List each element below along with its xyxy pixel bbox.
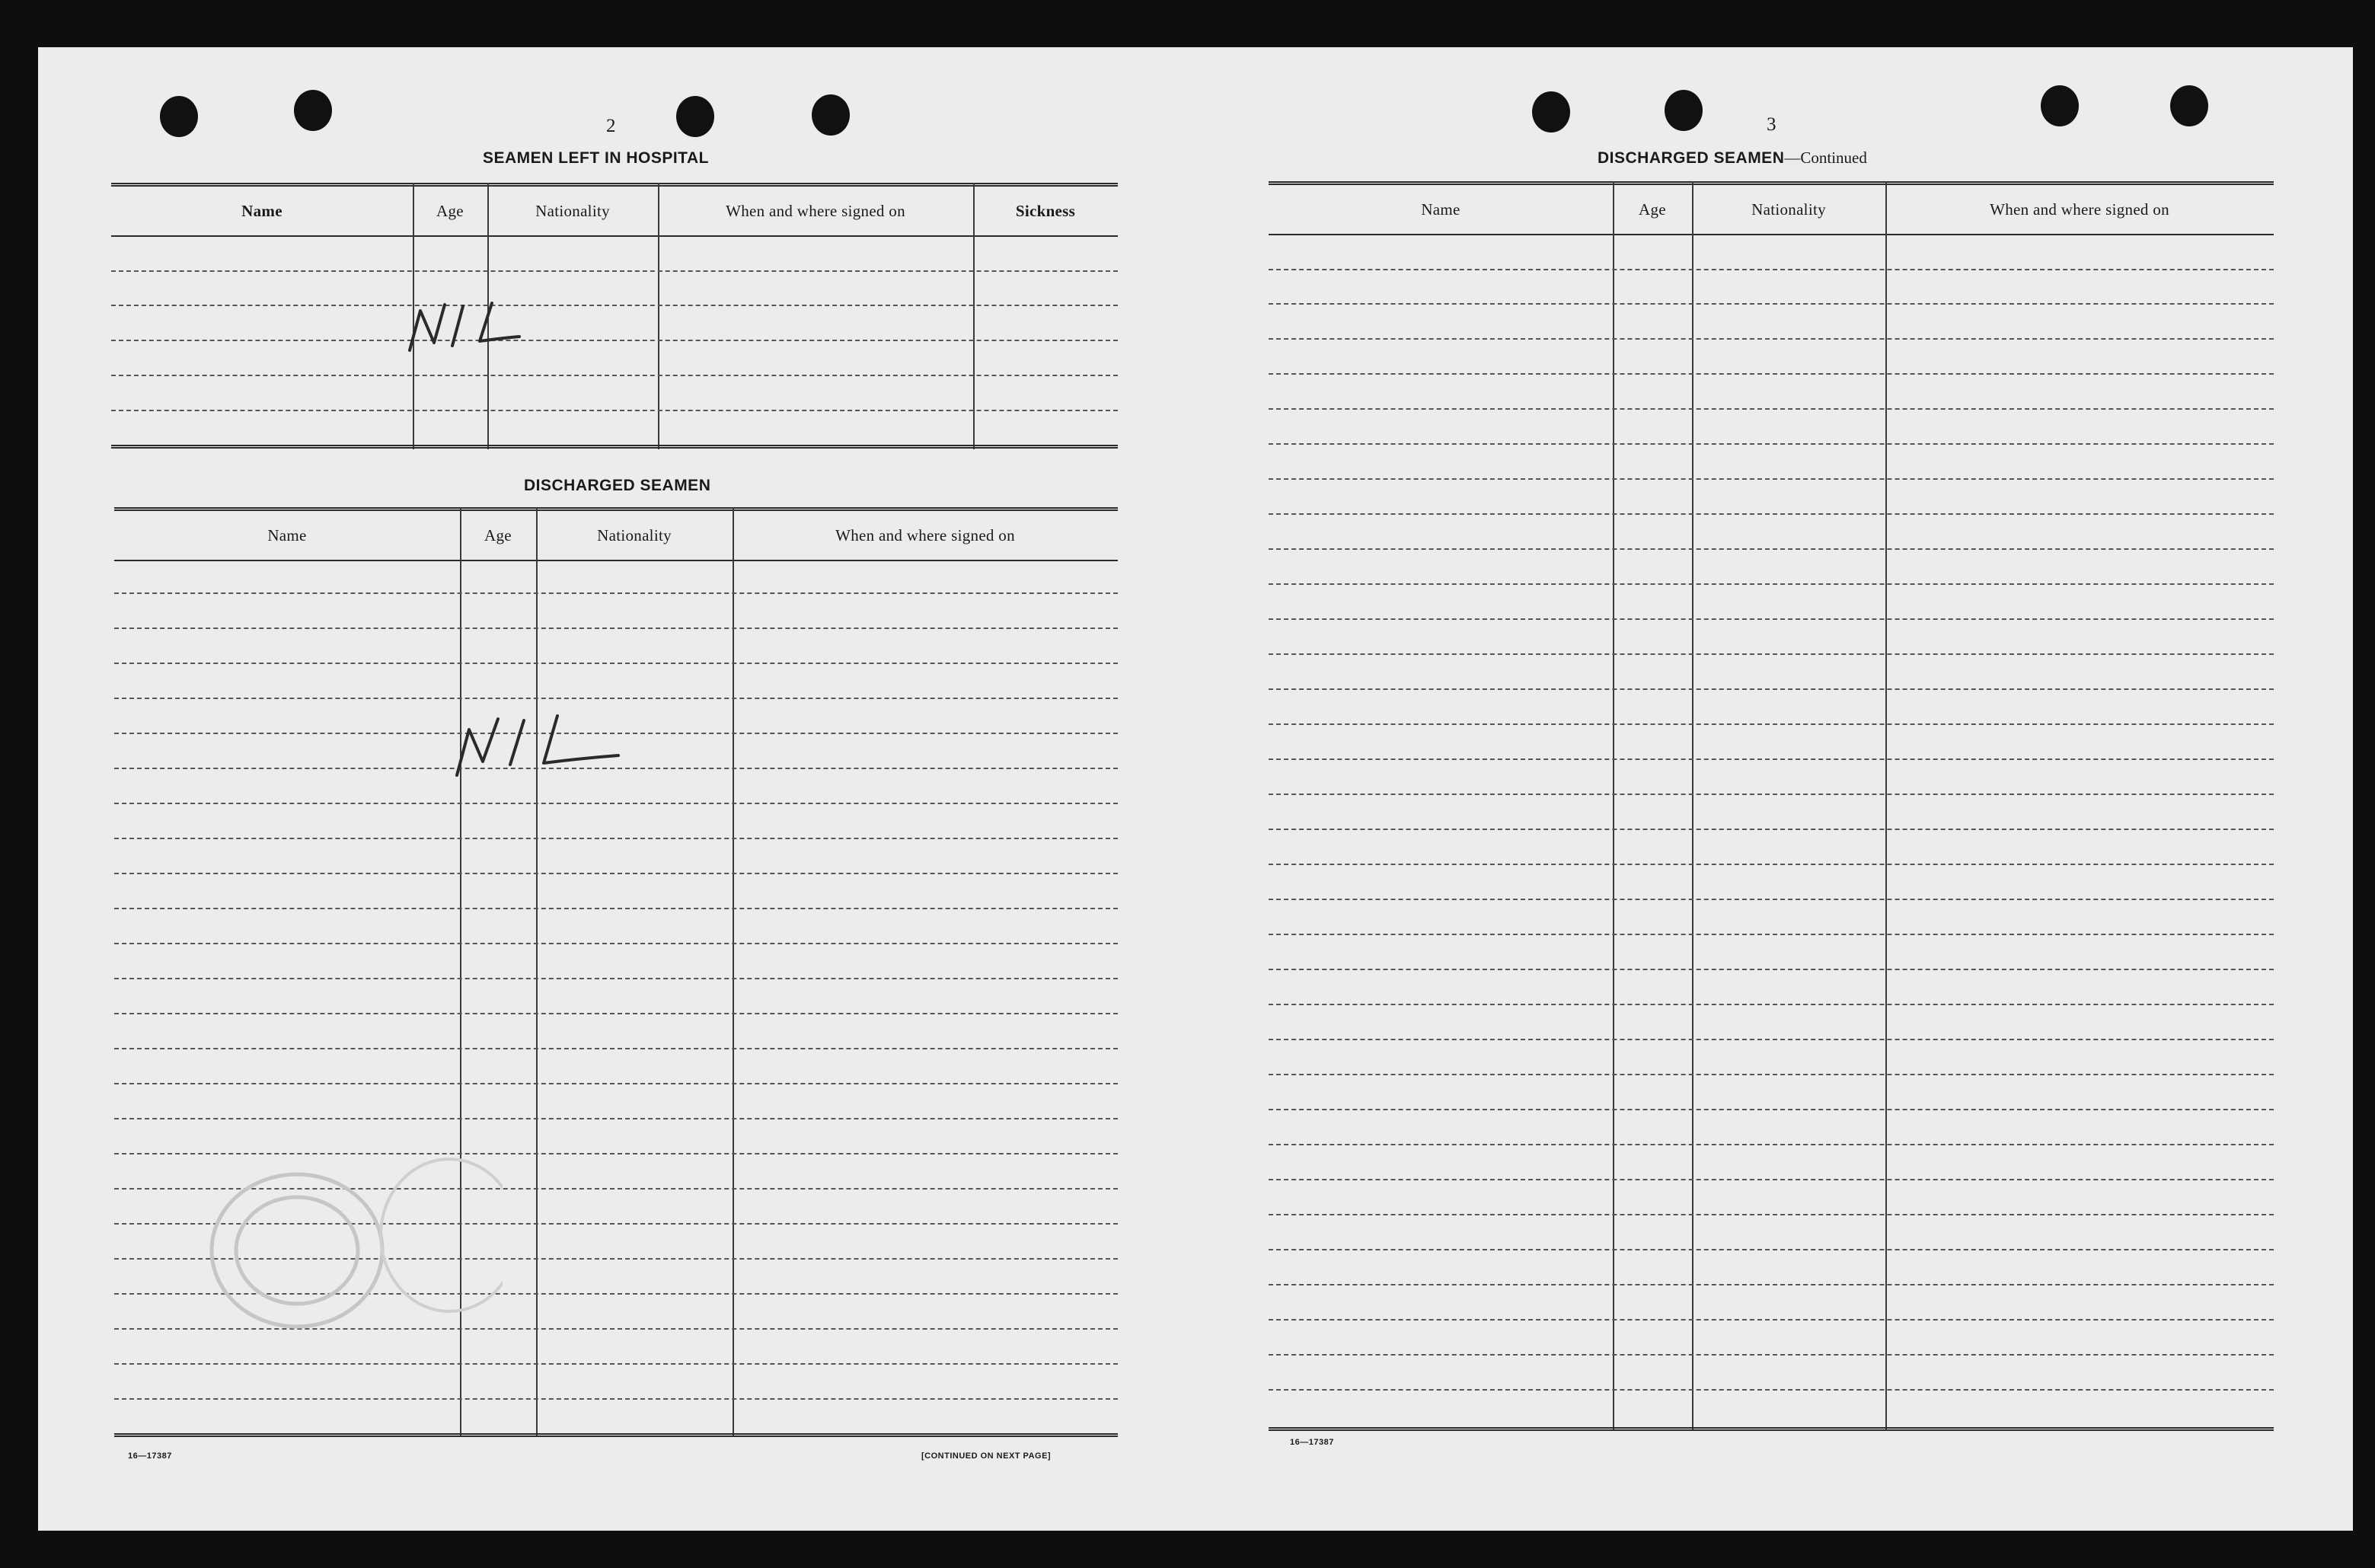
table-row-line bbox=[114, 592, 1118, 594]
table-row-line bbox=[1269, 1284, 2274, 1285]
form-number-left: 16—17387 bbox=[128, 1451, 172, 1461]
column-divider bbox=[1885, 181, 1887, 1430]
table-row-line bbox=[1269, 794, 2274, 795]
faded-stamp bbox=[198, 1136, 503, 1365]
table-row-line bbox=[1269, 1319, 2274, 1321]
discharged-continued-title-main: DISCHARGED SEAMEN bbox=[1598, 149, 1785, 167]
punch-hole bbox=[294, 90, 332, 131]
table-row-line bbox=[114, 628, 1118, 629]
faded-stamp-number bbox=[235, 845, 244, 882]
column-divider bbox=[1692, 181, 1693, 1430]
table-row-line bbox=[1269, 1249, 2274, 1250]
table-row-line bbox=[114, 698, 1118, 699]
table-row-line bbox=[1269, 899, 2274, 900]
discharged-continued-table bbox=[1269, 181, 2274, 1491]
table-row-line bbox=[1269, 443, 2274, 445]
table-row-line bbox=[1269, 1214, 2274, 1215]
table-row-line bbox=[114, 838, 1118, 839]
table-row-line bbox=[111, 340, 1118, 341]
table-row-line bbox=[1269, 269, 2274, 270]
handwritten-nil-hospital bbox=[404, 292, 586, 361]
table-row-line bbox=[111, 270, 1118, 272]
table-row-line bbox=[114, 1398, 1118, 1400]
table-row-line bbox=[1269, 969, 2274, 970]
table-bottom-rule bbox=[111, 445, 1118, 449]
table-row-line bbox=[114, 908, 1118, 909]
column-divider bbox=[1613, 181, 1614, 1430]
column-header-age: Age bbox=[436, 201, 464, 220]
table-row-line bbox=[1269, 408, 2274, 410]
column-header-signed-on: When and where signed on bbox=[835, 525, 1015, 544]
table-row-line bbox=[1269, 1144, 2274, 1145]
table-row-line bbox=[1269, 1179, 2274, 1180]
table-row-line bbox=[1269, 653, 2274, 655]
table-row-line bbox=[1269, 513, 2274, 515]
punch-hole bbox=[2041, 85, 2079, 126]
punch-hole bbox=[2170, 85, 2208, 126]
table-row-line bbox=[114, 1083, 1118, 1084]
table-row-line bbox=[1269, 758, 2274, 760]
column-header-name: Name bbox=[241, 201, 283, 220]
hospital-section-title: SEAMEN LEFT IN HOSPITAL bbox=[483, 149, 709, 167]
table-row-line bbox=[1269, 338, 2274, 340]
page-number-right: 3 bbox=[1767, 114, 1776, 135]
table-row-line bbox=[114, 1118, 1118, 1119]
table-row-line bbox=[114, 978, 1118, 979]
discharged-continued-title bbox=[1598, 148, 1867, 168]
table-row-line bbox=[114, 803, 1118, 804]
table-row-line bbox=[1269, 934, 2274, 935]
table-bottom-rule bbox=[1269, 1427, 2274, 1431]
table-row-line bbox=[1269, 1354, 2274, 1356]
discharged-section-title: DISCHARGED SEAMEN bbox=[524, 477, 711, 494]
column-divider bbox=[536, 507, 538, 1436]
punch-hole bbox=[1532, 91, 1570, 133]
punch-hole bbox=[676, 96, 714, 137]
punch-hole bbox=[812, 94, 850, 136]
column-header-nationality: Nationality bbox=[597, 525, 672, 544]
table-row-line bbox=[1269, 1039, 2274, 1040]
continued-note: [CONTINUED ON NEXT PAGE] bbox=[921, 1451, 1052, 1461]
table-row-line bbox=[114, 1048, 1118, 1049]
table-row-line bbox=[114, 1013, 1118, 1014]
column-header-signed-on: When and where signed on bbox=[726, 201, 905, 220]
column-header-name: Name bbox=[1421, 200, 1460, 219]
table-row-line bbox=[1269, 478, 2274, 480]
table-row-line bbox=[1269, 723, 2274, 725]
column-divider bbox=[733, 507, 734, 1436]
punch-hole bbox=[160, 96, 198, 137]
table-row-line bbox=[114, 873, 1118, 874]
table-row-line bbox=[114, 663, 1118, 664]
column-header-nationality: Nationality bbox=[535, 201, 610, 220]
table-row-line bbox=[1269, 829, 2274, 830]
table-row-line bbox=[1269, 583, 2274, 585]
table-row-line bbox=[114, 943, 1118, 944]
table-row-line bbox=[1269, 303, 2274, 305]
table-row-line bbox=[1269, 1389, 2274, 1391]
table-row-line bbox=[1269, 1074, 2274, 1075]
column-header-nationality: Nationality bbox=[1751, 200, 1826, 219]
column-header-age: Age bbox=[484, 525, 512, 544]
column-header-age: Age bbox=[1639, 200, 1666, 219]
table-row-line bbox=[1269, 688, 2274, 690]
table-row-line bbox=[1269, 864, 2274, 865]
table-row-line bbox=[111, 410, 1118, 411]
hospital-table bbox=[111, 183, 1118, 500]
column-header-name: Name bbox=[267, 525, 307, 544]
form-number-right: 16—17387 bbox=[1290, 1438, 1334, 1447]
table-row-line bbox=[1269, 618, 2274, 620]
column-header-sickness: Sickness bbox=[1015, 201, 1076, 220]
page-number-left: 2 bbox=[606, 116, 616, 136]
table-row-line bbox=[111, 305, 1118, 306]
punch-hole bbox=[1665, 90, 1703, 131]
table-row-line bbox=[1269, 373, 2274, 375]
table-bottom-rule bbox=[114, 1433, 1118, 1437]
form-sheet bbox=[38, 47, 2353, 1531]
handwritten-nil-discharged bbox=[449, 702, 678, 786]
table-row-line bbox=[1269, 548, 2274, 550]
table-row-line bbox=[1269, 1004, 2274, 1005]
table-row-line bbox=[1269, 1109, 2274, 1110]
discharged-continued-title-suffix: —Continued bbox=[1784, 148, 1867, 167]
table-row-line bbox=[111, 375, 1118, 376]
column-header-signed-on: When and where signed on bbox=[1990, 200, 2169, 219]
